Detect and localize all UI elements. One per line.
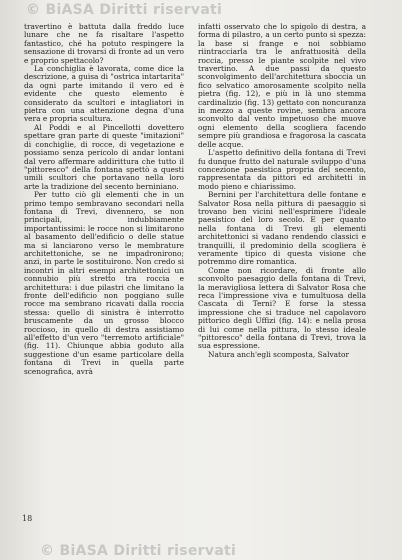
paragraph: La conchiglia è lavorata, come dice la descrizione, a guisa di "ostrica intartarita" da ogni parte imitando il vero ed è evidente che questo elemento è considerato da scultori e intagliatori in pietra con una attenzione degna d'una vera e propria scultura. [24,64,184,124]
paragraph: Bernini per l'architettura delle fontane e Salvator Rosa nella pittura di paesaggio si trovano ben vicini nell'esprimere l'ideale paesistico del loro secolo. E per quanto nella fontana di Trevi gli elementi architettonici si vadano rendendo classici e tranquilli, il predominio della scogliera è veramente tipico di questa visione che potremmo dire romantica. [198,190,366,267]
left-column [24,23,184,376]
right-column [198,23,366,359]
paragraph: travertino è battuta dalla freddo luce lunare che ne fa risaltare l'aspetto fantastico, ché ha potuto respingere la sensazione di trovarsi di fronte ad un vero e proprio spettacolo? [24,22,184,65]
paragraph: infatti osservato che lo spigolo di destra, a forma di pilastro, a un certo punto si spezza: la base si frange e noi sobbiamo riintracciarla tra le anfrattuosità della roccia, presso le piante scolpite nel vivo travertino. A due passi da questo sconvolgimento dell'architettura sboccia un fico selvatico amorosamente scolpito nella pietra (fig. 12), e più in là uno stemma cardinalizio (fig. 13) gettato con noncuranza in mezzo a queste rovine, sembra ancora sconvolto dal vento impetuoso che muove ogni elemento della scogliera facendo sempre più grandiosa e fragorosa la cascata delle acque. [198,22,366,149]
paragraph: Al Poddi e al Pincellotti dovettero spettare gran parte di queste "imitazioni" di conchiglie, di rocce, di vegetazione e possiamo senza pericolo di andar lontani dal vero affermare addirittura che tutto il "pittoresco" della fontana spettò a questi umili scultori che portavano nella loro arte la tradizione del secento berniniano. [24,122,184,191]
paragraph: Natura anch'egli scomposta, Salvator [208,349,349,359]
paragraph: Per tutto ciò gli elementi che in un primo tempo sembravano secondari nella fontana di Trevi, divennero, se non principali, indubbiamente importantissimi: le rocce non si limitarono al basamento dell'edificio o delle statue ma si lanciarono verso le membrature architettoniche, se ne impadronirono; anzi, in parte le sostituirono. Non credo si incontri in altri esempi architettonici un connubio più stretto tra roccia e architettura: i due pilastri che limitano la fronte dell'edificio non poggiano sulle rocce ma sembrano ricavati dalla roccia stessa: quello di sinistra è interrotto bruscamente da un grosso blocco roccioso, in quello di destra assistiamo all'effetto d'un vero "terremoto artificiale" (fig. 11). Chiunque abbia goduto alla suggestione d'un esame particolare della fontana di Trevi in quella parte scenografica, avrà [24,190,184,376]
watermark-top: © BiASA Diritti riservati [26,2,223,18]
paragraph: L'aspetto definitivo della fontana di Trevi fu dunque frutto del naturale sviluppo d'una concezione paesistica propria del secento, rappresentata da pittori ed architetti in modo pieno e chiarissimo. [198,148,366,191]
watermark-bottom: © BiASA Diritti riservati [40,543,237,559]
paragraph: Come non ricordare, di fronte allo sconvolto paesaggio della fontana di Trevi, la meravigliosa lettera di Salvator Rosa che reca l'impressione viva e tumultuosa della Cascata di Terni? E forse la stessa impressione che si traduce nel capolavoro pittorico degli Uffizi (fig. 14): e nella prosa di lui come nella pittura, lo stesso ideale "pittoresco" della fontana di Trevi, trova la sua espressione. [198,265,366,351]
page-number: 18 [22,514,33,523]
